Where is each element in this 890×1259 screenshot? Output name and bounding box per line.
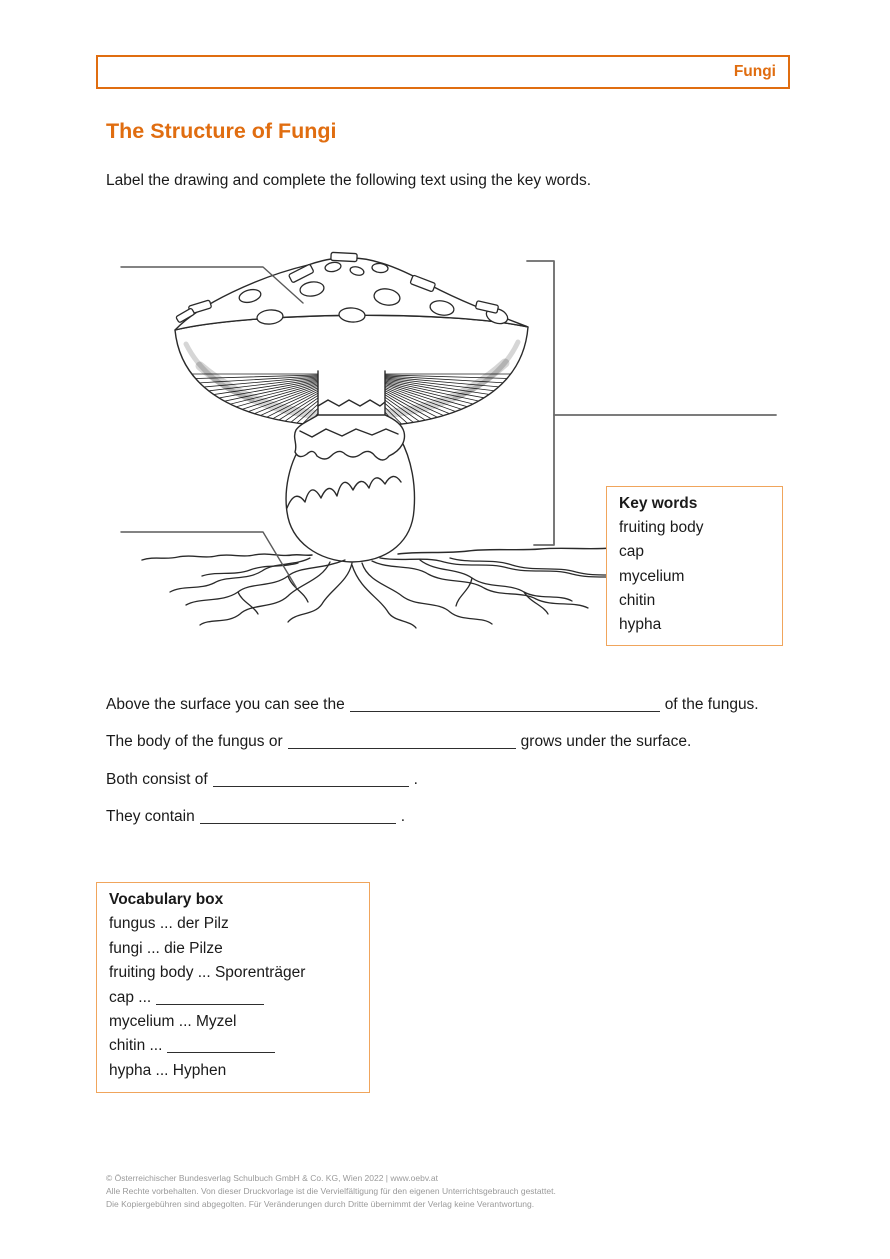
- vocabulary-item: fruiting body ... Sporenträger: [109, 964, 306, 982]
- sentence-text: Above the surface you can see the: [106, 696, 345, 713]
- vocabulary-item: fungus ... der Pilz: [109, 915, 229, 933]
- footer-copyright: [106, 1172, 556, 1211]
- mycelium-strands: [170, 558, 668, 628]
- sentence-text: They contain: [106, 808, 195, 825]
- sentence-text: The body of the fungus or: [106, 733, 283, 750]
- key-word-item: fruiting body: [619, 519, 704, 537]
- key-word-item: cap: [619, 543, 644, 561]
- vocabulary-box-title: Vocabulary box: [109, 891, 224, 908]
- blank-line: [213, 773, 409, 787]
- sentence-text: grows under the surface.: [520, 733, 692, 750]
- key-words-title: Key words: [619, 495, 698, 512]
- vocabulary-blank-line: [167, 1039, 275, 1053]
- blank-line: [350, 698, 660, 712]
- key-word-item: mycelium: [619, 567, 685, 585]
- sentence-line: [106, 770, 418, 789]
- instruction-text: Label the drawing and complete the following text using the key words.: [106, 172, 592, 189]
- vocabulary-blank-line: [156, 991, 264, 1005]
- sentence-line: [106, 695, 759, 714]
- vocabulary-item: cap ...: [109, 986, 357, 1010]
- key-word-item: hypha: [619, 616, 662, 634]
- footer-line: Alle Rechte vorbehalten. Von dieser Druckvorlage ist die Vervielfältigung für den eigenen Unterrichtsgebrauch gestattet.: [106, 1186, 556, 1196]
- blank-line: [288, 735, 516, 749]
- fruiting-body-bracket: [527, 261, 554, 545]
- page-title: The Structure of Fungi: [106, 119, 337, 143]
- footer-line: © Österreichischer Bundesverlag Schulbuch GmbH & Co. KG, Wien 2022 | www.oebv.at: [106, 1173, 438, 1183]
- vocabulary-item: fungi ... die Pilze: [109, 939, 223, 957]
- sentence-text: .: [413, 771, 418, 788]
- vocabulary-box: [96, 882, 370, 1093]
- key-word-item: chitin: [619, 591, 656, 609]
- sentence-text: Both consist of: [106, 771, 208, 788]
- sentence-text: .: [400, 808, 406, 825]
- sentence-line: [106, 732, 691, 751]
- cap: [175, 252, 528, 330]
- header-tag-label: Fungi: [733, 63, 776, 80]
- vocabulary-item: chitin ...: [109, 1034, 357, 1058]
- vocabulary-item: hypha ... Hyphen: [109, 1061, 227, 1079]
- blank-line: [200, 810, 396, 824]
- sentence-line: [106, 807, 405, 826]
- vocabulary-item: mycelium ... Myzel: [109, 1013, 237, 1031]
- sentence-text: of the fungus.: [664, 696, 759, 713]
- footer-line: Die Kopiergebühren sind abgegolten. Für Veränderungen durch Dritte übernimmt der Verlag keine Verantwortung.: [106, 1199, 535, 1209]
- key-words-box: [606, 486, 783, 646]
